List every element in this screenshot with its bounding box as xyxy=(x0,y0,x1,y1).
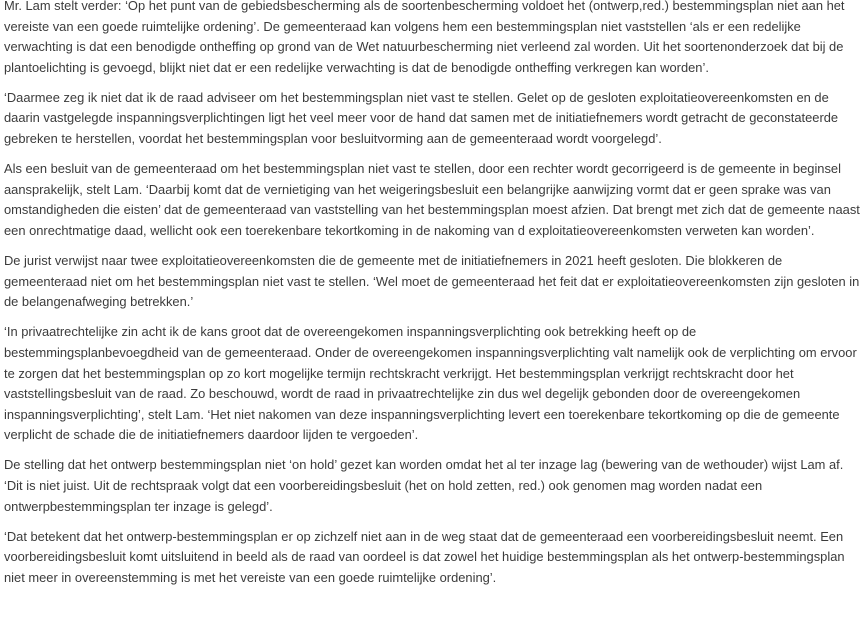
paragraph-exploitatieovereenkomsten: De jurist verwijst naar twee exploitatieovereenkomsten die de gemeente met de initiatiefnemers in 2021 heeft gesloten. Die blokkeren de gemeenteraad niet om het bestemmingsplan niet vast te stellen. ‘Wel moet de gemeenteraad het feit dat er exploitatieovereenkomsten zijn gesloten in de belangenafweging betrekken.’ xyxy=(4,253,860,310)
paragraph-aansprakelijkheid: Als een besluit van de gemeenteraad om het bestemmingsplan niet vast te stellen, door een rechter wordt gecorrigeerd is de gemeente in beginsel aansprakelijk, stelt Lam. ‘Daarbij komt dat de vernietiging van het weigeringsbesluit een belangrijke aanwijzing vormt dat er geen sprake was van omstandigheden die eisten’ dat de gemeenteraad van vaststelling van het bestemmingsplan moest afzien. Dat brengt met zich dat de gemeente naast een onrechtmatige daad, wellicht ook een toerekenbare tekortkoming in de nakoming van d exploitatieovereenkomsten verweten kan worden’. xyxy=(4,161,860,238)
paragraph-soortenbescherming: Mr. Lam stelt verder: ‘Op het punt van de gebiedsbescherming als de soortenbescherming voldoet het (ontwerp,red.) bestemmingsplan niet aan het vereiste van een goede ruimtelijke ordening’. De gemeenteraad kan volgens hem een bestemmingsplan niet vaststellen ‘als er een redelijke verwachting is dat een benodigde ontheffing op grond van de Wet natuurbescherming niet verleend zal worden. Uit het soortenonderzoek dat bij de plantoelichting is gevoegd, blijkt niet dat er een redelijke verwachting is dat de benodigde ontheffing verkregen kan worden’. xyxy=(4,0,845,75)
paragraph-advies-raad: ‘Daarmee zeg ik niet dat ik de raad adviseer om het bestemmingsplan niet vast te stellen. Gelet op de gesloten exploitatieovereenkomsten en de daarin vastgelegde inspanningsverplichtingen ligt het veel meer voor de hand dat samen met de initiatiefnemers wordt getracht de geconstateerde gebreken te herstellen, voordat het bestemmingsplan voor besluitvorming aan de gemeenteraad wordt voorgelegd’. xyxy=(4,89,839,147)
paragraph-inspanningsverplichting: ‘In privaatrechtelijke zin acht ik de kans groot dat de overeengekomen inspanningsverplichting ook betrekking heeft op de bestemmingsplanbevoegdheid van de gemeenteraad. Onder de overeengekomen inspanningsverplichting valt namelijk ook de verplichting om ervoor te zorgen dat het bestemmingsplan op zo kort mogelijke termijn rechtskracht verkrijgt. Het bestemmingsplan verkrijgt rechtskracht door het vaststellingsbesluit van de raad. Zo beschouwd, wordt de raad in privaatrechtelijke zin dus wel degelijk gebonden door de overeengekomen inspanningsverplichting’, stelt Lam. ‘Het niet nakomen van deze inspanningsverplichting levert een toerekenbare tekortkoming op die de gemeente verplicht de schade die de initiatiefnemers daardoor lijden te vergoeden’. xyxy=(4,324,857,443)
paragraph-on-hold: De stelling dat het ontwerp bestemmingsplan niet ‘on hold’ gezet kan worden omdat het al ter inzage lag (bewering van de wethouder) wijst Lam af. ‘Dit is niet juist. Uit de rechtspraak volgt dat een voorbereidingsbesluit (het on hold zetten, red.) ook genomen mag worden nadat een ontwerpbestemmingsplan ter inzage is gelegd’. xyxy=(4,457,844,514)
paragraph-voorbereidingsbesluit: ‘Dat betekent dat het ontwerp-bestemmingsplan er op zichzelf niet aan in de weg staat dat de gemeenteraad een voorbereidingsbesluit neemt. Een voorbereidingsbesluit komt uitsluitend in beeld als de raad van oordeel is dat zowel het huidige bestemmingsplan als het ontwerp-bestemmingsplan niet meer in overeenstemming is met het vereiste van een goede ruimtelijke ordening’. xyxy=(4,528,845,585)
